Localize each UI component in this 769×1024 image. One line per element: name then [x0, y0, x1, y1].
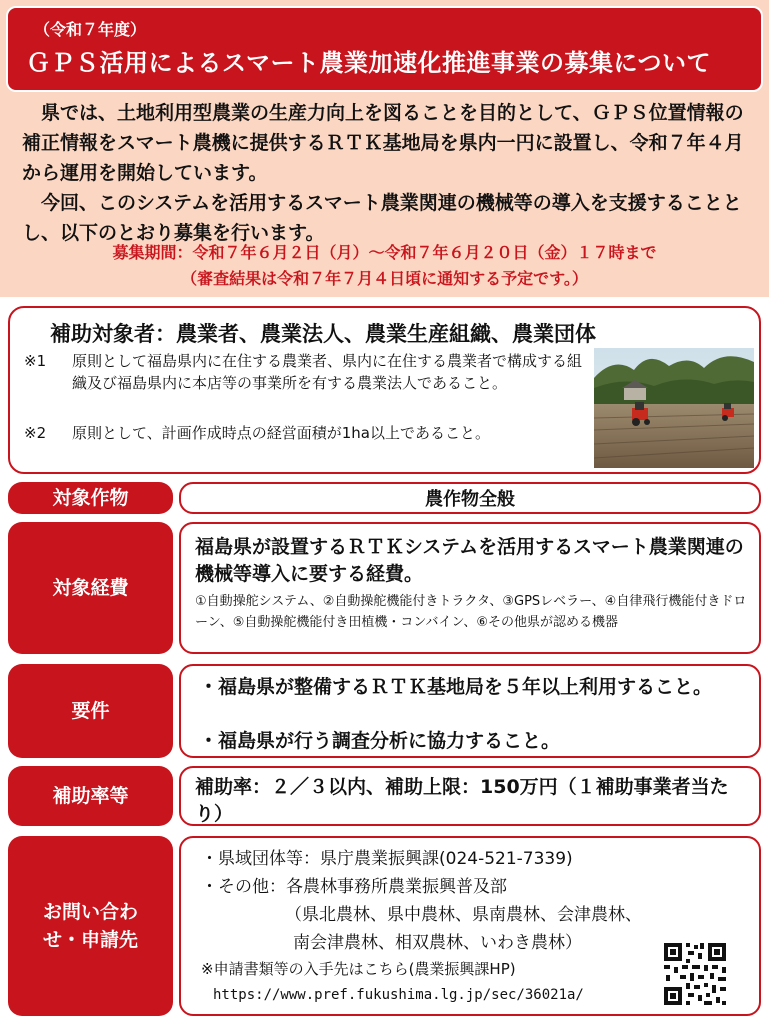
- note-2-mark: ※2: [24, 424, 47, 442]
- crops-value: 農作物全般: [179, 482, 761, 514]
- eligible-box: [8, 306, 761, 474]
- note-2-text: 原則として、計画作成時点の経営面積が1ha以上であること。: [72, 424, 490, 442]
- rate-content: [179, 766, 761, 826]
- page-title: ＧＰＳ活用によるスマート農業加速化推進事業の募集について: [26, 49, 712, 77]
- intro-paragraph-2: 今回、このシステムを活用するスマート農業関連の機械等の導入を支援することとし、以下のとおり募集を行います。: [22, 192, 742, 244]
- title-banner: [6, 6, 763, 92]
- contact-other-line: ・その他：各農林事務所農業振興普及部: [201, 877, 507, 897]
- eligible-note-1: [24, 350, 604, 394]
- contact-prefecture-line: ・県域団体等：県庁農業振興課(024-521-7339): [201, 849, 573, 869]
- qr-code[interactable]: [662, 941, 728, 1007]
- contact-label: お問い合わせ・申請先: [8, 836, 173, 1016]
- contact-forms-note: ※申請書類等の入手先はこちら(農業振興課HP): [201, 960, 516, 978]
- note-1-text: 原則として福島県内に在住する農業者、県内に在住する農業者で構成する組織及び福島県内に本店等の事業所を有する農業法人であること。: [72, 352, 583, 392]
- tractor-field-photo: [594, 348, 754, 468]
- contact-offices-line-1: （県北農林、県中農林、県南農林、会津農林、: [285, 905, 642, 925]
- expenses-main-text: 福島県が設置するＲＴＫシステムを活用するスマート農業関連の機械等導入に要する経費。: [195, 536, 744, 585]
- eligible-heading: 補助対象者：農業者、農業法人、農業生産組織、農業団体: [50, 322, 596, 346]
- rate-label: 補助率等: [8, 766, 173, 826]
- contact-offices-line-2: 南会津農林、相双農林、いわき農林）: [293, 933, 582, 953]
- fiscal-year-label: （令和７年度）: [34, 20, 147, 39]
- contact-url-link[interactable]: https://www.pref.fukushima.lg.jp/sec/36021a/: [213, 987, 584, 1003]
- intro-text: [22, 98, 752, 248]
- note-1-mark: ※1: [24, 352, 47, 370]
- expenses-content: [179, 522, 761, 654]
- expenses-equipment-list: ①自動操舵システム、②自動操舵機能付きトラクタ、③GPSレベラー、④自律飛行機能付きドローン、⑤自動操舵機能付き田植機・コンバイン、⑥その他県が認める機器: [195, 594, 747, 630]
- contact-content: [179, 836, 761, 1016]
- expenses-label: 対象経費: [8, 522, 173, 654]
- intro-paragraph-1: 県では、土地利用型農業の生産力向上を図ることを目的として、ＧＰＳ位置情報の補正情報をスマート農機に提供するＲＴＫ基地局を県内一円に設置し、令和７年４月から運用を開始しています。: [22, 102, 744, 184]
- requirement-item-1: ・福島県が整備するＲＴＫ基地局を５年以上利用すること。: [199, 676, 713, 698]
- period-line-1: 募集期間：令和７年６月２日（月）～令和７年６月２０日（金）１７時まで: [112, 243, 657, 262]
- rate-text: 補助率：２／３以内、補助上限：150万円（１補助事業者当たり）: [195, 776, 729, 825]
- eligible-note-2: [24, 422, 624, 444]
- requirements-content: [179, 664, 761, 758]
- period-line-2: （審査結果は令和７年７月４日頃に通知する予定です。）: [181, 269, 588, 288]
- crops-label: 対象作物: [8, 482, 173, 514]
- requirements-label: 要件: [8, 664, 173, 758]
- application-period: [0, 240, 769, 292]
- requirement-item-2: ・福島県が行う調査分析に協力すること。: [199, 730, 561, 752]
